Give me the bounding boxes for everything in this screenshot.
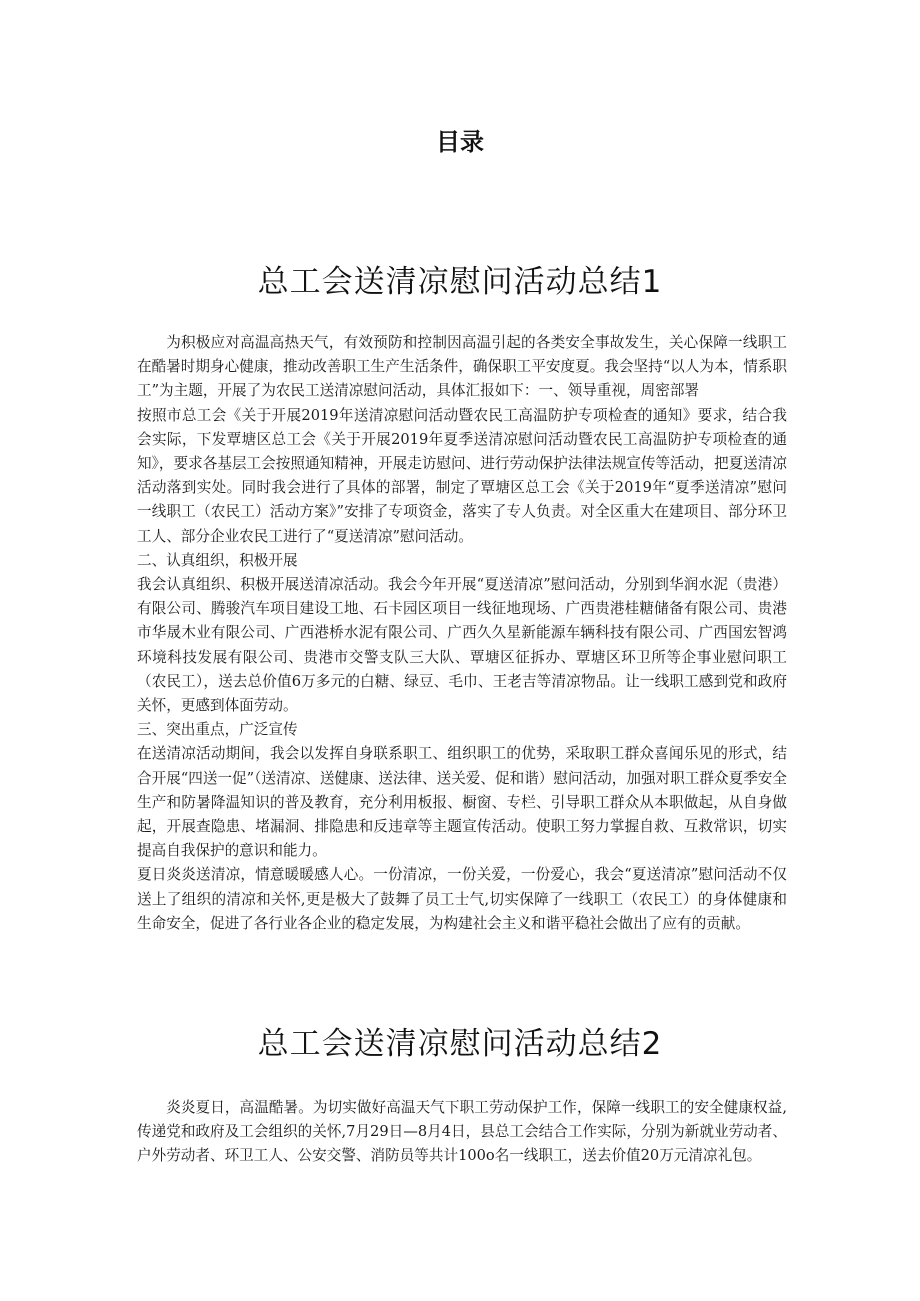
section-1-paragraph-3: 我会认真组织、积极开展送清凉活动。我会今年开展“夏送清凉”慰问活动，分别到华润水泥（贵港）有限公司、腾骏汽车项目建设工地、石卡园区项目一线征地现场、广西贵港桂糖储备有限公司、贵港市华晟木业有限公司、广西港桥水泥有限公司、广西久久星新能源车辆科技有限公司、广西国宏智鸿环境科技发展有限公司、贵港市交警支队三大队、覃塘区征拆办、覃塘区环卫所等企事业慰问职工（农民工），送去总价值6万多元的白糖、绿豆、毛巾、王老吉等清凉物品。让一线职工感到党和政府关怀，更感到体面劳动。 <box>137 576 787 715</box>
section-1-paragraph-5: 夏日炎炎送清凉，情意暖暖感人心。一份清凉，一份关爱，一份爱心，我会“夏送清凉”慰问活动不仅送上了组织的清凉和关怀,更是极大了鼓舞了员工士气,切实保障了一线职工（农民工）的身体健康和生命安全，促进了各行业各企业的稳定发展，为构建社会主义和谐平稳社会做出了应有的贡献。 <box>137 866 787 932</box>
section-1-heading-2: 二、认真组织，积极开展 <box>137 551 298 569</box>
section-1-heading-3: 三、突出重点，广泛宣传 <box>137 721 298 739</box>
section-1-paragraph-4: 在送清凉活动期间，我会以发挥自身联系职工、组织职工的优势，采取职工群众喜闻乐见的形式，结合开展“四送一促”（送清凉、送健康、送法律、送关爱、促和谐）慰问活动，加强对职工群众夏季安全生产和防暑降温知识的普及教育，充分利用板报、橱窗、专栏、引导职工群众从本职做起，从自身做起，开展查隐患、堵漏洞、排隐患和反违章等主题宣传活动。使职工努力掌握自救、互救常识，切实提高自我保护的意识和能力。 <box>137 745 787 860</box>
section-2-body <box>137 1096 787 1169</box>
section-2-paragraph-1: 炎炎夏日，高温酷暑。为切实做好高温天气下职工劳动保护工作，保障一线职工的安全健康权益,传递党和政府及工会组织的关怀,7月29日—8月4日，县总工会结合工作实际，分别为新就业劳动者、户外劳动者、环卫工人、公安交警、消防员等共计100o名一线职工，送去价值20万元清凉礼包。 <box>137 1099 787 1165</box>
section-2-title: 总工会送清凉慰问活动总结2 <box>257 1026 663 1062</box>
section-1-paragraph-2: 按照市总工会《关于开展2019年送清凉慰问活动暨农民工高温防护专项检查的通知》要求，结合我会实际，下发覃塘区总工会《关于开展2019年夏季送清凉慰问活动暨农民工高温防护专项检查的通知》，要求各基层工会按照通知精神，开展走访慰问、进行劳动保护法律法规宣传等活动，把夏送清凉活动落到实处。同时我会进行了具体的部署，制定了覃塘区总工会《关于2019年“夏季送清凉”慰问一线职工（农民工）活动方案》”安排了专项资金，落实了专人负责。对全区重大在建项目、部分环卫工人、部分企业农民工进行了“夏送清凉”慰问活动。 <box>137 406 787 545</box>
section-1-paragraph-1: 为积极应对高温高热天气，有效预防和控制因高温引起的各类安全事故发生，关心保障一线职工在酷暑时期身心健康，推动改善职工生产生活条件，确保职工平安度夏。我会坚持“以人为本，情系职工”为主题，开展了为农民工送清凉慰问活动，具体汇报如下：一、领导重视，周密部署 <box>137 334 787 400</box>
section-1-title: 总工会送清凉慰问活动总结1 <box>257 264 663 300</box>
section-1-body <box>137 331 787 936</box>
toc-title: 目录 <box>436 128 484 156</box>
